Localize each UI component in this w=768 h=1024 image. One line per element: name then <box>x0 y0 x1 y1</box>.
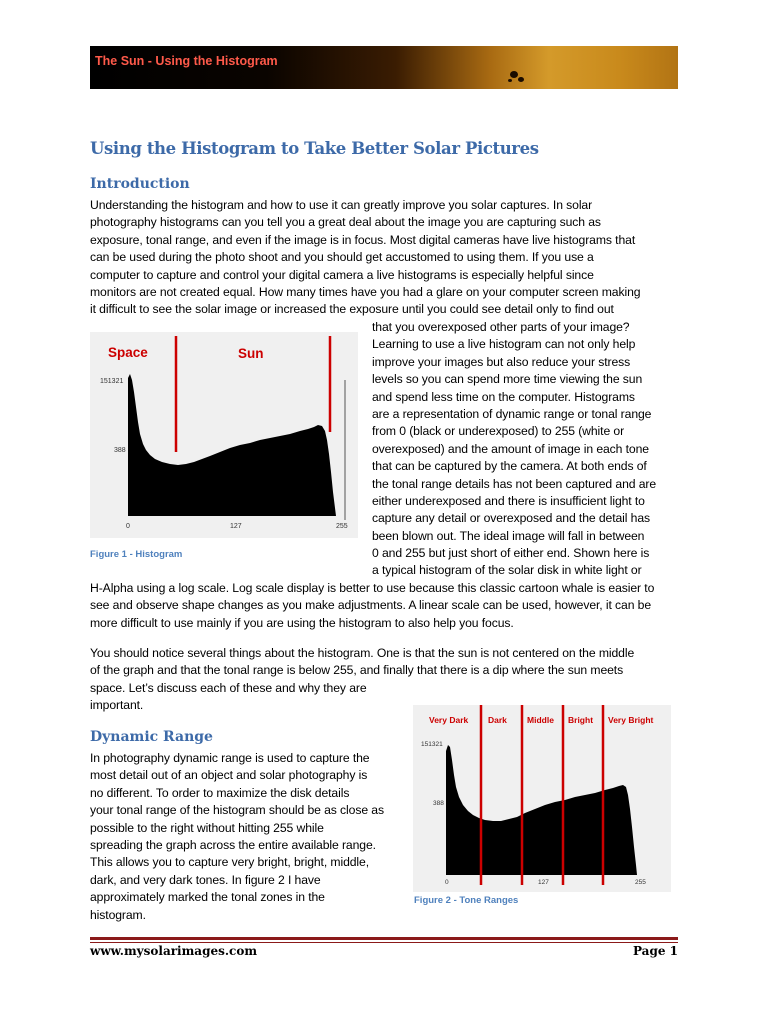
text-line: from 0 (black or underexposed) to 255 (white or <box>372 424 625 439</box>
dynamic-range-paragraph <box>90 750 384 924</box>
figure-2-caption: Figure 2 - Tone Ranges <box>414 895 519 906</box>
zone-label-very-bright: Very Bright <box>608 715 654 725</box>
text-line: computer to capture and control your digital camera a live histograms is especially helpful since <box>90 267 594 282</box>
text-line: no different. To order to maximize the disk details <box>90 785 350 800</box>
text-line: In photography dynamic range is used to capture the <box>90 751 370 765</box>
text-line: H-Alpha using a log scale. Log scale display is better to use because this classic cartoon whale is easier to <box>90 581 655 595</box>
zone-label-bright: Bright <box>568 715 594 725</box>
zone-label-very-dark: Very Dark <box>429 715 469 725</box>
text-line: exposure, tonal range, and even if the image is in focus. Most digital cameras have live histograms that <box>90 232 636 247</box>
text-line: monitors are not created equal. How many times have you had a glare on your computer screen making <box>90 284 641 299</box>
zone-label-middle: Middle <box>527 715 554 725</box>
x-tick-0: 0 <box>445 879 449 886</box>
text-line: it difficult to see the solar image or increased the exposure until you could see detail only to find out <box>90 302 614 317</box>
footer-rule-thin <box>90 942 678 943</box>
histogram-2-shape <box>446 745 637 875</box>
y-tick-top: 151321 <box>100 378 124 385</box>
text-line: see and observe shape changes as you make adjustments. A linear scale can be used, however, it can be <box>90 598 652 613</box>
x-tick-127: 127 <box>230 523 242 530</box>
intro-paragraph-wrap <box>372 319 656 580</box>
y-tick-mid: 388 <box>433 800 444 807</box>
figure-2-tone-ranges <box>413 705 671 892</box>
figure-1-histogram <box>90 332 358 538</box>
text-line: that you overexposed other parts of your image? <box>372 320 630 334</box>
text-line: the tonal range details has not been captured and are <box>372 476 657 491</box>
zone-label-dark: Dark <box>488 715 507 725</box>
header-title: The Sun - Using the Histogram <box>95 54 278 68</box>
x-tick-255: 255 <box>635 879 646 886</box>
text-line: levels so you can spend more time viewing the sun <box>372 372 643 387</box>
text-line: been blown out. The ideal image will fall in between <box>372 528 645 543</box>
text-line: This allows you to capture very bright, bright, middle, <box>90 855 370 870</box>
text-line: improve your images but also reduce your stress <box>372 354 631 369</box>
histogram-1-chart <box>90 332 358 538</box>
intro-heading: Introduction <box>90 176 190 192</box>
text-line: a typical histogram of the solar disk in white light or <box>372 563 642 578</box>
text-line: are a representation of dynamic range or tonal range <box>372 406 652 421</box>
text-line: approximately marked the tonal zones in the <box>90 890 325 905</box>
text-line: dark, and very dark tones. In figure 2 I have <box>90 872 321 887</box>
text-line: your tonal range of the histogram should be as close as <box>90 803 384 818</box>
histogram-1-shape <box>128 374 336 516</box>
header-banner <box>90 46 678 89</box>
sunspot-graphic-3 <box>508 79 512 82</box>
text-line: that can be captured by the camera. At both ends of <box>372 459 647 474</box>
label-space: Space <box>108 345 148 360</box>
text-line: and spend less time on the computer. Histograms <box>372 389 635 404</box>
y-tick-mid: 388 <box>114 447 126 454</box>
y-tick-top: 151321 <box>421 741 443 748</box>
figure-1-caption: Figure 1 - Histogram <box>90 549 183 560</box>
x-tick-0: 0 <box>126 523 130 530</box>
x-tick-127: 127 <box>538 879 549 886</box>
text-line: possible to the right without hitting 255 while <box>90 820 324 835</box>
sunspot-graphic-2 <box>518 77 524 82</box>
text-line: photography histograms can you tell you a great deal about the image you are capturing such as <box>90 215 601 230</box>
text-line: histogram. <box>90 907 146 922</box>
text-line: overexposed) and the amount of image in each tone <box>372 441 649 456</box>
sunspot-graphic <box>510 71 518 78</box>
text-line: 0 and 255 but just short of either end. Shown here is <box>372 546 650 561</box>
text-line: important. <box>90 698 144 713</box>
dynamic-range-heading: Dynamic Range <box>90 729 213 745</box>
text-line: most detail out of an object and solar photography is <box>90 768 368 783</box>
text-line: can be used during the photo shoot and you should get accustomed to using them. If you use a <box>90 250 594 265</box>
footer-rule <box>90 937 678 940</box>
text-line: Learning to use a live histogram can not only help <box>372 337 636 352</box>
main-title: Using the Histogram to Take Better Solar Pictures <box>90 139 539 158</box>
histogram-2-chart <box>413 705 671 892</box>
text-line: space. Let’s discuss each of these and why they are <box>90 680 367 695</box>
label-sun: Sun <box>238 346 264 361</box>
intro-paragraph <box>90 197 640 319</box>
x-tick-255: 255 <box>336 523 348 530</box>
footer-website[interactable]: www.mysolarimages.com <box>90 944 258 958</box>
text-line: of the graph and that the tonal range is below 255, and finally that there is a dip where the sun meets <box>90 663 624 678</box>
text-line: Understanding the histogram and how to use it can greatly improve you solar captures. In solar <box>90 198 593 212</box>
footer-page-number: Page 1 <box>632 944 678 958</box>
text-line: spreading the graph across the entire available range. <box>90 837 376 852</box>
text-line: more difficult to use mainly if you are using the histogram to also help you focus. <box>90 615 514 630</box>
intro-paragraph-end <box>90 580 654 632</box>
text-line: either underexposed and there is insufficient light to <box>372 493 645 508</box>
text-line: You should notice several things about the histogram. One is that the sun is not centered on the middle <box>90 646 635 660</box>
text-line: capture any detail or overexposed and the detail has <box>372 511 651 526</box>
